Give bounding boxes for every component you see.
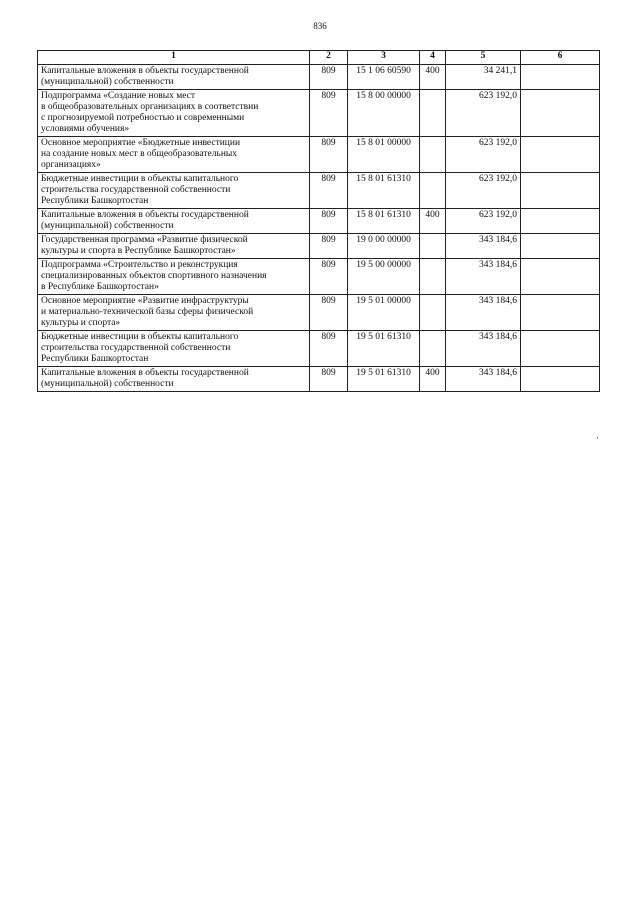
column-6-cell	[521, 234, 600, 259]
amount-cell: 343 184,6	[446, 331, 521, 367]
target-article-cell: 15 1 06 60590	[348, 65, 420, 90]
column-header-5: 5	[446, 51, 521, 65]
row-name-line: на создание новых мест в общеобразовательных	[41, 149, 238, 159]
table-row	[38, 331, 600, 367]
column-header-6: 6	[521, 51, 600, 65]
target-article-cell: 19 5 01 61310	[348, 331, 420, 367]
table-row	[38, 234, 600, 259]
target-article-cell: 15 8 01 61310	[348, 173, 420, 209]
admin-code-cell: 809	[310, 234, 348, 259]
amount-cell: 343 184,6	[446, 234, 521, 259]
row-name-cell	[38, 65, 310, 90]
target-article-cell: 19 5 01 00000	[348, 295, 420, 331]
admin-code-cell: 809	[310, 331, 348, 367]
budget-table	[37, 50, 600, 392]
expense-type-cell: 400	[420, 209, 446, 234]
amount-cell: 343 184,6	[446, 295, 521, 331]
scan-speck	[597, 437, 598, 439]
admin-code-cell: 809	[310, 90, 348, 137]
row-name-line: Основное мероприятие «Развитие инфраструктуры	[41, 296, 249, 306]
table-header-row	[38, 51, 600, 65]
table-row	[38, 90, 600, 137]
amount-cell: 623 192,0	[446, 209, 521, 234]
expense-type-cell: 400	[420, 367, 446, 392]
table-row	[38, 259, 600, 295]
row-name-line: строительства государственной собственности	[41, 343, 231, 353]
column-header-4: 4	[420, 51, 446, 65]
target-article-cell: 19 5 00 00000	[348, 259, 420, 295]
column-6-cell	[521, 331, 600, 367]
row-name-line: с прогнозируемой потребностью и современными	[41, 113, 245, 123]
column-6-cell	[521, 65, 600, 90]
row-name-line: в общеобразовательных организациях в соответствии	[41, 102, 259, 112]
amount-cell: 623 192,0	[446, 137, 521, 173]
row-name-line: Капитальные вложения в объекты государственной	[41, 210, 249, 220]
row-name-line: Основное мероприятие «Бюджетные инвестиции	[41, 138, 241, 148]
expense-type-cell	[420, 259, 446, 295]
page-number: 836	[313, 21, 327, 31]
target-article-cell: 19 5 01 61310	[348, 367, 420, 392]
row-name-line: Бюджетные инвестиции в объекты капитального	[41, 332, 239, 342]
table-row	[38, 209, 600, 234]
admin-code-cell: 809	[310, 173, 348, 209]
admin-code-cell: 809	[310, 209, 348, 234]
column-6-cell	[521, 259, 600, 295]
row-name-cell	[38, 137, 310, 173]
row-name-cell	[38, 173, 310, 209]
column-header-3: 3	[348, 51, 420, 65]
row-name-cell	[38, 295, 310, 331]
row-name-line: организациях»	[41, 160, 101, 170]
row-name-line: специализированных объектов спортивного назначения	[41, 271, 267, 281]
row-name-cell	[38, 331, 310, 367]
amount-cell: 343 184,6	[446, 259, 521, 295]
expense-type-cell	[420, 137, 446, 173]
row-name-cell	[38, 90, 310, 137]
table-body	[38, 65, 600, 392]
row-name-cell	[38, 259, 310, 295]
row-name-line: Капитальные вложения в объекты государственной	[41, 368, 249, 378]
amount-cell: 623 192,0	[446, 173, 521, 209]
column-header-2: 2	[310, 51, 348, 65]
row-name-cell	[38, 234, 310, 259]
row-name-line: и материально-технической базы сферы физической	[41, 307, 254, 317]
admin-code-cell: 809	[310, 65, 348, 90]
expense-type-cell: 400	[420, 65, 446, 90]
table-row	[38, 65, 600, 90]
admin-code-cell: 809	[310, 259, 348, 295]
row-name-line: Государственная программа «Развитие физической	[41, 235, 248, 245]
amount-cell: 623 192,0	[446, 90, 521, 137]
row-name-line: культуры и спорта»	[41, 318, 121, 328]
row-name-cell	[38, 209, 310, 234]
table-row	[38, 173, 600, 209]
table-row	[38, 137, 600, 173]
row-name-line: условиями обучения»	[41, 124, 130, 134]
row-name-line: Республики Башкортостан	[41, 196, 149, 206]
row-name-line: Подпрограмма «Строительство и реконструкция	[41, 260, 238, 270]
row-name-line: Подпрограмма «Создание новых мест	[41, 91, 196, 101]
column-header-1: 1	[38, 51, 310, 65]
column-6-cell	[521, 209, 600, 234]
amount-cell: 34 241,1	[446, 65, 521, 90]
expense-type-cell	[420, 234, 446, 259]
row-name-line: в Республике Башкортостан»	[41, 282, 159, 292]
expense-type-cell	[420, 295, 446, 331]
target-article-cell: 19 0 00 00000	[348, 234, 420, 259]
column-6-cell	[521, 90, 600, 137]
row-name-line: Капитальные вложения в объекты государственной	[41, 66, 249, 76]
row-name-line: строительства государственной собственности	[41, 185, 231, 195]
table-row	[38, 367, 600, 392]
expense-type-cell	[420, 331, 446, 367]
column-6-cell	[521, 173, 600, 209]
row-name-line: Республики Башкортостан	[41, 354, 149, 364]
target-article-cell: 15 8 00 00000	[348, 90, 420, 137]
admin-code-cell: 809	[310, 367, 348, 392]
admin-code-cell: 809	[310, 295, 348, 331]
table-row	[38, 295, 600, 331]
row-name-line: (муниципальной) собственности	[41, 379, 174, 389]
row-name-line: культуры и спорта в Республике Башкортостан»	[41, 246, 236, 256]
row-name-line: Бюджетные инвестиции в объекты капитального	[41, 174, 239, 184]
column-6-cell	[521, 367, 600, 392]
target-article-cell: 15 8 01 61310	[348, 209, 420, 234]
column-6-cell	[521, 137, 600, 173]
column-6-cell	[521, 295, 600, 331]
row-name-line: (муниципальной) собственности	[41, 77, 174, 87]
target-article-cell: 15 8 01 00000	[348, 137, 420, 173]
amount-cell: 343 184,6	[446, 367, 521, 392]
expense-type-cell	[420, 173, 446, 209]
admin-code-cell: 809	[310, 137, 348, 173]
row-name-cell	[38, 367, 310, 392]
row-name-line: (муниципальной) собственности	[41, 221, 174, 231]
expense-type-cell	[420, 90, 446, 137]
